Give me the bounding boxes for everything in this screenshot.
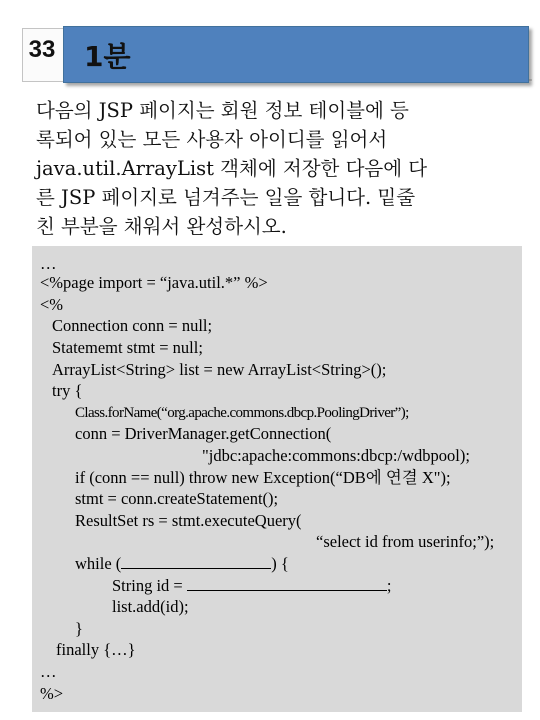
- question-line: 른 JSP 페이지로 넘겨주는 일을 합니다. 밑줄: [36, 186, 416, 209]
- code-line: finally {…}: [56, 640, 136, 659]
- code-line: “select id from userinfo;”);: [316, 532, 495, 551]
- code-line: <%: [40, 295, 64, 314]
- code-line: try {: [52, 381, 83, 400]
- code-line: <%page import = “java.util.*” %>: [40, 273, 268, 292]
- slide-title: 1분: [84, 40, 131, 73]
- question-number: 33: [28, 36, 56, 63]
- code-line: %>: [40, 684, 64, 703]
- question-line: java.util.ArrayList 객체에 저장한 다음에 다: [36, 157, 428, 180]
- code-line: ArrayList<String> list = new ArrayList<String>();: [52, 360, 387, 379]
- question-line: 록되어 있는 모든 사용자 아이디를 읽어서: [36, 128, 388, 151]
- code-text: while (: [75, 554, 122, 573]
- question-line: 친 부분을 채워서 완성하시오.: [36, 215, 287, 238]
- code-line: }: [75, 619, 83, 638]
- answer-blank-2[interactable]: [187, 576, 387, 591]
- answer-blank-1[interactable]: [121, 554, 271, 569]
- code-line: "jdbc:apache:commons:dbcp:/wdbpool);: [202, 446, 470, 465]
- code-line: conn = DriverManager.getConnection(: [75, 424, 332, 443]
- code-line: stmt = conn.createStatement();: [75, 489, 279, 508]
- code-text: ;: [386, 576, 392, 595]
- code-block: [32, 246, 522, 712]
- code-line: Class.forName(“org.apache.commons.dbcp.PoolingDriver”);: [75, 405, 409, 421]
- code-line: …: [40, 254, 57, 273]
- code-line: list.add(id);: [112, 597, 189, 616]
- code-line-assign: [112, 576, 391, 596]
- code-line: Connection conn = null;: [52, 316, 213, 335]
- question-line: 다음의 JSP 페이지는 회원 정보 테이블에 등: [36, 99, 409, 122]
- question-text: [36, 96, 522, 241]
- code-line: ResultSet rs = stmt.executeQuery(: [75, 511, 302, 530]
- title-bar: [63, 26, 529, 83]
- code-line: if (conn == null) throw new Exception(“DB에 연결 X");: [75, 468, 451, 487]
- code-text: String id =: [112, 576, 183, 595]
- code-line: …: [40, 662, 57, 681]
- code-line: Statememt stmt = null;: [52, 338, 203, 357]
- code-line-while: [75, 554, 289, 574]
- code-text: ) {: [271, 554, 289, 573]
